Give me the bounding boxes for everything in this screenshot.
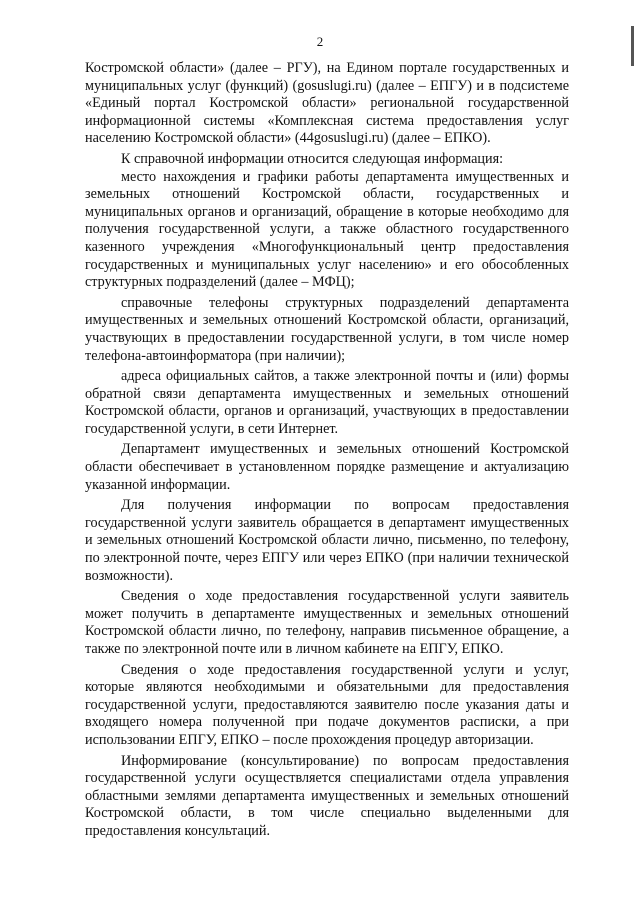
paragraph: Департамент имущественных и земельных отношений Костромской области обеспечивает в установленном порядке размещение и актуализацию указанной информации. [85,441,569,493]
paragraph: место нахождения и графики работы департамента имущественных и земельных отношений Костромской области, государственных и муниципальных органов и организаций, обращение в которые необходимо для получения государственной услуги, а также областного государственного казенного учреждения «Многофункциональный центр предоставления государственных и муниципальных услуг населению» и его обособленных структурных подразделений (далее – МФЦ); [85,168,569,291]
paragraph: Сведения о ходе предоставления государственной услуги и услуг, которые являются необходимыми и обязательными для предоставления государственной услуги, предоставляются заявителю после указания даты и входящего номера полученной при подаче документов расписки, а при использовании ЕПГУ, ЕПКО – после прохождения процедур авторизации. [85,661,569,748]
paragraph: справочные телефоны структурных подразделений департамента имущественных и земельных отношений Костромской области, организаций, участвующих в предоставлении государственной услуги, в том числе номер телефона-автоинформатора (при наличии); [85,294,569,364]
paragraph: Информирование (консультирование) по вопросам предоставления государственной услуги осуществляется специалистами отдела управления областными землями департамента имущественных и земельных отношений Костромской области, в том числе специально выделенными для предоставления консультаций. [85,752,569,839]
paragraph: К справочной информации относится следующая информация: [121,150,504,167]
scan-edge-mark [631,26,634,66]
paragraph-continuation: Костромской области» (далее – РГУ), на Едином портале государственных и муниципальных услуг (функций) (gosuslugi.ru) (далее – ЕПГУ) и в подсистеме «Единый портал Костромской области» региональной государственной информационной системы «Комплексная система предоставления услуг населению Костромской области» (44gosuslugi.ru) (далее – ЕПКО). [85,60,569,147]
paragraph: Для получения информации по вопросам предоставления государственной услуги заявитель обращается в департамент имущественных и земельных отношений Костромской области лично, письменно, по телефону, по электронной почте, через ЕПГУ или через ЕПКО (при наличии технической возможности). [85,497,569,584]
paragraph: адреса официальных сайтов, а также электронной почты и (или) формы обратной связи департамента имущественных и земельных отношений Костромской области, органов и организаций, участвующих в предоставлении государственной услуги, в сети Интернет. [85,368,569,437]
paragraph: Сведения о ходе предоставления государственной услуги заявитель может получить в департаменте имущественных и земельных отношений Костромской области лично, по телефону, направив письменное обращение, а также по электронной почте или в личном кабинете на ЕПГУ, ЕПКО. [85,588,569,657]
document-body [85,60,569,841]
page-number: 2 [316,34,324,49]
